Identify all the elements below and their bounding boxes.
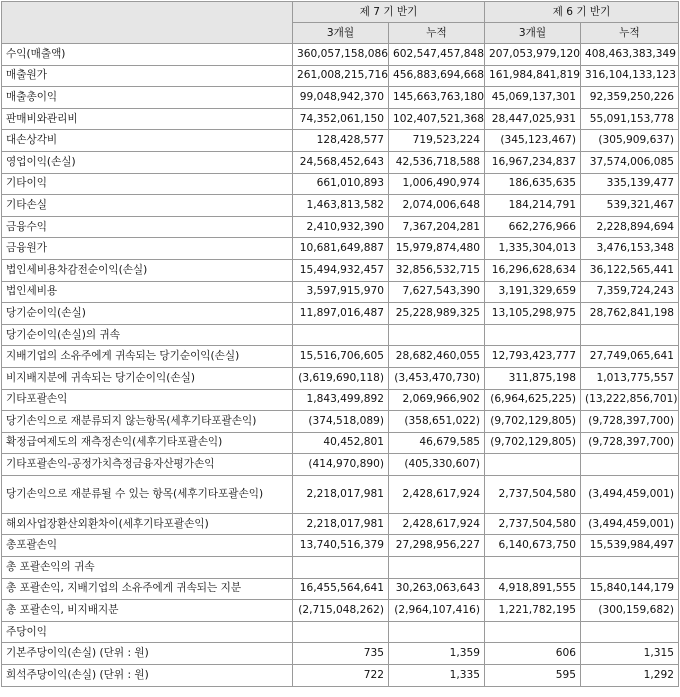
value-cell: 2,218,017,981 xyxy=(293,513,389,535)
row-label: 금융원가 xyxy=(2,238,293,260)
header-cumulative-p7: 누적 xyxy=(389,23,485,44)
value-cell: 74,352,061,150 xyxy=(293,108,389,130)
value-cell: 145,663,763,180 xyxy=(389,87,485,109)
value-cell: 13,105,298,975 xyxy=(485,303,581,325)
row-label: 총 포괄손익, 비지배지분 xyxy=(2,600,293,622)
row-label: 기타손실 xyxy=(2,195,293,217)
value-cell: 595 xyxy=(485,665,581,687)
value-cell: 408,463,383,349 xyxy=(581,44,679,66)
value-cell: 2,737,504,580 xyxy=(485,513,581,535)
value-cell: 722 xyxy=(293,665,389,687)
table-row xyxy=(2,195,679,217)
value-cell: 316,104,133,123 xyxy=(581,65,679,87)
table-row xyxy=(2,513,679,535)
value-cell: 45,069,137,301 xyxy=(485,87,581,109)
value-cell: 662,276,966 xyxy=(485,216,581,238)
value-cell: 360,057,158,086 xyxy=(293,44,389,66)
value-cell: (3,619,690,118) xyxy=(293,367,389,389)
table-row xyxy=(2,130,679,152)
value-cell: 735 xyxy=(293,643,389,665)
value-cell: (9,702,129,805) xyxy=(485,432,581,454)
value-cell: 7,367,204,281 xyxy=(389,216,485,238)
value-cell: 7,359,724,243 xyxy=(581,281,679,303)
value-cell xyxy=(581,621,679,643)
table-row xyxy=(2,643,679,665)
value-cell: 92,359,250,226 xyxy=(581,87,679,109)
value-cell xyxy=(485,454,581,476)
value-cell: (358,651,022) xyxy=(389,411,485,433)
header-label-cell xyxy=(2,2,293,44)
table-row xyxy=(2,65,679,87)
value-cell: 16,967,234,837 xyxy=(485,151,581,173)
value-cell: (374,518,089) xyxy=(293,411,389,433)
row-label: 당기순이익(손실)의 귀속 xyxy=(2,324,293,346)
row-label: 희석주당이익(손실) (단위 : 원) xyxy=(2,665,293,687)
row-label: 당기순이익(손실) xyxy=(2,303,293,325)
value-cell: 4,918,891,555 xyxy=(485,578,581,600)
row-label: 기타이익 xyxy=(2,173,293,195)
value-cell: (3,494,459,001) xyxy=(581,513,679,535)
table-row xyxy=(2,578,679,600)
value-cell: 15,516,706,605 xyxy=(293,346,389,368)
value-cell: 10,681,649,887 xyxy=(293,238,389,260)
table-row xyxy=(2,259,679,281)
value-cell: (13,222,856,701) xyxy=(581,389,679,411)
table-row xyxy=(2,621,679,643)
value-cell: 16,296,628,634 xyxy=(485,259,581,281)
value-cell: 311,875,198 xyxy=(485,367,581,389)
value-cell: (9,728,397,700) xyxy=(581,432,679,454)
value-cell: 27,298,956,227 xyxy=(389,535,485,557)
value-cell: (9,702,129,805) xyxy=(485,411,581,433)
value-cell: (2,715,048,262) xyxy=(293,600,389,622)
value-cell xyxy=(581,557,679,579)
value-cell: 2,428,617,924 xyxy=(389,475,485,513)
value-cell: (414,970,890) xyxy=(293,454,389,476)
value-cell: (305,909,637) xyxy=(581,130,679,152)
value-cell: 99,048,942,370 xyxy=(293,87,389,109)
header-3months-p7: 3개월 xyxy=(293,23,389,44)
row-label: 총 포괄손익, 지배기업의 소유주에게 귀속되는 지분 xyxy=(2,578,293,600)
value-cell xyxy=(293,324,389,346)
value-cell: 261,008,215,716 xyxy=(293,65,389,87)
value-cell: 606 xyxy=(485,643,581,665)
value-cell: (345,123,467) xyxy=(485,130,581,152)
table-row xyxy=(2,346,679,368)
value-cell: 3,597,915,970 xyxy=(293,281,389,303)
value-cell: 661,010,893 xyxy=(293,173,389,195)
value-cell: 2,228,894,694 xyxy=(581,216,679,238)
row-label: 수익(매출액) xyxy=(2,44,293,66)
value-cell: 16,455,564,641 xyxy=(293,578,389,600)
value-cell: 1,335 xyxy=(389,665,485,687)
table-row xyxy=(2,303,679,325)
table-row xyxy=(2,665,679,687)
value-cell: 15,979,874,480 xyxy=(389,238,485,260)
value-cell: 55,091,153,778 xyxy=(581,108,679,130)
row-label: 기타포괄손익-공정가치측정금융자산평가손익 xyxy=(2,454,293,476)
value-cell: 2,737,504,580 xyxy=(485,475,581,513)
table-row xyxy=(2,432,679,454)
row-label: 금융수익 xyxy=(2,216,293,238)
header-cumulative-p6: 누적 xyxy=(581,23,679,44)
value-cell xyxy=(293,557,389,579)
table-row xyxy=(2,173,679,195)
value-cell: 1,315 xyxy=(581,643,679,665)
table-row xyxy=(2,454,679,476)
table-row xyxy=(2,411,679,433)
value-cell: (3,453,470,730) xyxy=(389,367,485,389)
table-row xyxy=(2,475,679,513)
value-cell: 539,321,467 xyxy=(581,195,679,217)
row-label: 판매비와관리비 xyxy=(2,108,293,130)
value-cell xyxy=(581,454,679,476)
table-row xyxy=(2,238,679,260)
value-cell: 1,221,782,195 xyxy=(485,600,581,622)
value-cell: 12,793,423,777 xyxy=(485,346,581,368)
value-cell: 7,627,543,390 xyxy=(389,281,485,303)
value-cell: 719,523,224 xyxy=(389,130,485,152)
header-period-6: 제 6 기 반기 xyxy=(485,2,679,23)
value-cell: 184,214,791 xyxy=(485,195,581,217)
table-row xyxy=(2,324,679,346)
value-cell: (2,964,107,416) xyxy=(389,600,485,622)
income-statement-table xyxy=(1,1,679,687)
value-cell xyxy=(389,621,485,643)
value-cell: (300,159,682) xyxy=(581,600,679,622)
value-cell: 13,740,516,379 xyxy=(293,535,389,557)
value-cell xyxy=(389,557,485,579)
row-label: 법인세비용 xyxy=(2,281,293,303)
row-label: 지배기업의 소유주에게 귀속되는 당기순이익(손실) xyxy=(2,346,293,368)
value-cell: 11,897,016,487 xyxy=(293,303,389,325)
value-cell: 27,749,065,641 xyxy=(581,346,679,368)
row-label: 영업이익(손실) xyxy=(2,151,293,173)
value-cell: 15,539,984,497 xyxy=(581,535,679,557)
value-cell: 186,635,635 xyxy=(485,173,581,195)
value-cell: 1,463,813,582 xyxy=(293,195,389,217)
value-cell: 2,218,017,981 xyxy=(293,475,389,513)
value-cell xyxy=(389,324,485,346)
value-cell: 40,452,801 xyxy=(293,432,389,454)
row-label: 대손상각비 xyxy=(2,130,293,152)
row-label: 매출원가 xyxy=(2,65,293,87)
table-row xyxy=(2,44,679,66)
row-label: 기본주당이익(손실) (단위 : 원) xyxy=(2,643,293,665)
value-cell: 37,574,006,085 xyxy=(581,151,679,173)
value-cell: 24,568,452,643 xyxy=(293,151,389,173)
value-cell: 3,476,153,348 xyxy=(581,238,679,260)
value-cell: 2,410,932,390 xyxy=(293,216,389,238)
row-label: 당기손익으로 재분류될 수 있는 항목(세후기타포괄손익) xyxy=(2,475,293,513)
value-cell: 15,840,144,179 xyxy=(581,578,679,600)
value-cell: 102,407,521,368 xyxy=(389,108,485,130)
value-cell: 32,856,532,715 xyxy=(389,259,485,281)
table-row xyxy=(2,557,679,579)
row-label: 확정급여제도의 재측정손익(세후기타포괄손익) xyxy=(2,432,293,454)
value-cell: 1,013,775,557 xyxy=(581,367,679,389)
row-label: 매출총이익 xyxy=(2,87,293,109)
value-cell: 15,494,932,457 xyxy=(293,259,389,281)
table-row xyxy=(2,216,679,238)
table-row xyxy=(2,281,679,303)
row-label: 기타포괄손익 xyxy=(2,389,293,411)
value-cell: 1,335,304,013 xyxy=(485,238,581,260)
value-cell: 161,984,841,819 xyxy=(485,65,581,87)
value-cell: 6,140,673,750 xyxy=(485,535,581,557)
value-cell: (405,330,607) xyxy=(389,454,485,476)
value-cell: 1,292 xyxy=(581,665,679,687)
value-cell: 1,359 xyxy=(389,643,485,665)
value-cell: 602,547,457,848 xyxy=(389,44,485,66)
value-cell: 2,428,617,924 xyxy=(389,513,485,535)
row-label: 법인세비용차감전순이익(손실) xyxy=(2,259,293,281)
row-label: 주당이익 xyxy=(2,621,293,643)
row-label: 총 포괄손익의 귀속 xyxy=(2,557,293,579)
header-period-7: 제 7 기 반기 xyxy=(293,2,485,23)
table-row xyxy=(2,87,679,109)
table-row xyxy=(2,108,679,130)
value-cell: 28,762,841,198 xyxy=(581,303,679,325)
table-row xyxy=(2,389,679,411)
value-cell: 1,843,499,892 xyxy=(293,389,389,411)
value-cell xyxy=(485,621,581,643)
value-cell: (9,728,397,700) xyxy=(581,411,679,433)
value-cell: (3,494,459,001) xyxy=(581,475,679,513)
value-cell: 456,883,694,668 xyxy=(389,65,485,87)
value-cell: 30,263,063,643 xyxy=(389,578,485,600)
row-label: 총포괄손익 xyxy=(2,535,293,557)
value-cell: 128,428,577 xyxy=(293,130,389,152)
value-cell xyxy=(485,324,581,346)
value-cell: 42,536,718,588 xyxy=(389,151,485,173)
value-cell: 28,447,025,931 xyxy=(485,108,581,130)
table-row xyxy=(2,535,679,557)
value-cell: 25,228,989,325 xyxy=(389,303,485,325)
value-cell: 2,069,966,902 xyxy=(389,389,485,411)
row-label: 당기손익으로 재분류되지 않는항목(세후기타포괄손익) xyxy=(2,411,293,433)
header-3months-p6: 3개월 xyxy=(485,23,581,44)
table-body xyxy=(2,44,679,687)
value-cell: 3,191,329,659 xyxy=(485,281,581,303)
value-cell: 335,139,477 xyxy=(581,173,679,195)
value-cell: 1,006,490,974 xyxy=(389,173,485,195)
value-cell: 46,679,585 xyxy=(389,432,485,454)
value-cell xyxy=(293,621,389,643)
value-cell: 36,122,565,441 xyxy=(581,259,679,281)
row-label: 해외사업장환산외환차이(세후기타포괄손익) xyxy=(2,513,293,535)
value-cell xyxy=(581,324,679,346)
table-row xyxy=(2,151,679,173)
table-row xyxy=(2,600,679,622)
value-cell: 207,053,979,120 xyxy=(485,44,581,66)
value-cell: (6,964,625,225) xyxy=(485,389,581,411)
value-cell xyxy=(485,557,581,579)
row-label: 비지배지분에 귀속되는 당기순이익(손실) xyxy=(2,367,293,389)
value-cell: 2,074,006,648 xyxy=(389,195,485,217)
value-cell: 28,682,460,055 xyxy=(389,346,485,368)
table-row xyxy=(2,367,679,389)
